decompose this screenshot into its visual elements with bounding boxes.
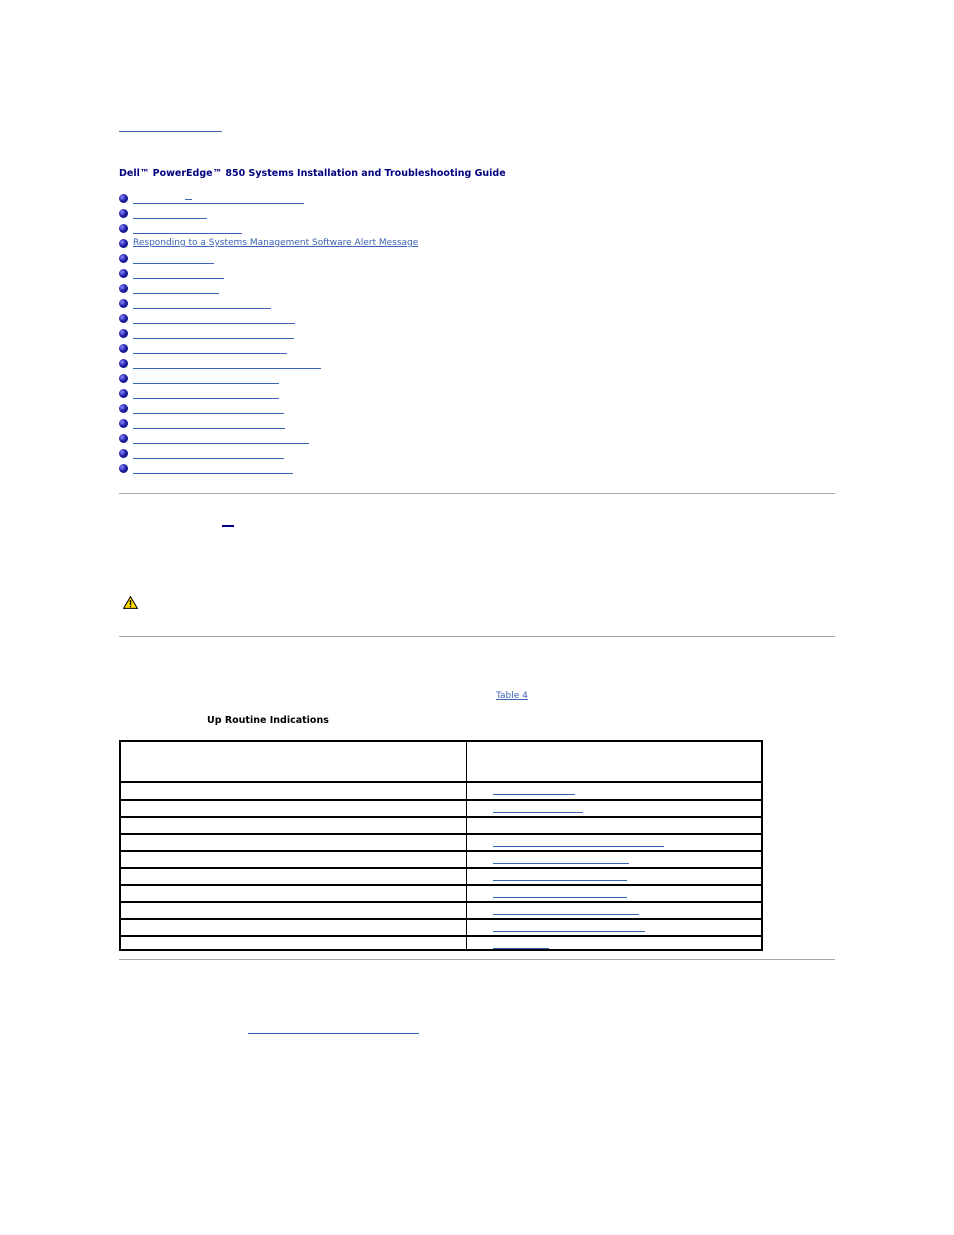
toc-item[interactable] xyxy=(119,448,519,460)
table-row-divider xyxy=(121,884,761,886)
toc-item-link[interactable] xyxy=(133,323,295,324)
table-cell-link[interactable] xyxy=(493,897,627,898)
table-row-divider xyxy=(121,901,761,903)
toc-item-link[interactable] xyxy=(133,278,224,279)
section-divider xyxy=(119,959,835,960)
caution-triangle-icon xyxy=(123,596,138,609)
table-cell-link[interactable] xyxy=(493,812,583,813)
section-divider xyxy=(119,636,835,637)
toc-item-link[interactable] xyxy=(133,458,284,459)
toc-item[interactable] xyxy=(119,313,519,325)
table-cell-link[interactable] xyxy=(493,794,575,795)
table-row-divider xyxy=(121,867,761,869)
toc-item[interactable] xyxy=(119,268,519,280)
table-row-divider xyxy=(121,833,761,835)
table-cell-link[interactable] xyxy=(493,914,639,915)
bullet-icon xyxy=(119,449,128,458)
document-title: Dell™ PowerEdge™ 850 Systems Installation and Troubleshooting Guide xyxy=(119,168,506,179)
toc-item-link[interactable] xyxy=(133,443,309,444)
table-cell-link[interactable] xyxy=(493,931,645,932)
table-cell-link[interactable] xyxy=(493,846,664,847)
bullet-icon xyxy=(119,194,128,203)
toc-item[interactable] xyxy=(119,358,519,370)
bullet-icon xyxy=(119,359,128,368)
toc-item-link[interactable] xyxy=(133,233,242,234)
bullet-icon xyxy=(119,404,128,413)
toc-item[interactable] xyxy=(119,328,519,340)
toc-item-link[interactable] xyxy=(133,413,284,414)
toc-item[interactable] xyxy=(119,298,519,310)
toc-item[interactable] xyxy=(119,253,519,265)
bullet-icon xyxy=(119,419,128,428)
toc-item[interactable] xyxy=(119,238,519,250)
toc-item-link[interactable] xyxy=(133,428,285,429)
toc-item-link[interactable] xyxy=(133,398,279,399)
table-cell-link[interactable] xyxy=(493,880,627,881)
bullet-icon xyxy=(119,374,128,383)
bullet-icon xyxy=(119,329,128,338)
table-cell-link[interactable] xyxy=(493,863,629,864)
toc-item-link[interactable] xyxy=(133,293,219,294)
table-reference-link[interactable]: Table 4 xyxy=(496,691,528,701)
toc-item-link[interactable] xyxy=(133,203,304,204)
bullet-icon xyxy=(119,464,128,473)
bullet-icon xyxy=(119,224,128,233)
bottom-link[interactable] xyxy=(248,1033,419,1034)
table-cell-link[interactable] xyxy=(493,948,549,949)
toc-item[interactable] xyxy=(119,208,519,220)
section-anchor-link[interactable] xyxy=(222,525,234,527)
bullet-icon xyxy=(119,299,128,308)
bullet-icon xyxy=(119,389,128,398)
toc-item-link[interactable] xyxy=(133,473,293,474)
top-link[interactable] xyxy=(119,131,222,132)
toc-item-mark xyxy=(185,199,192,200)
toc-item[interactable] xyxy=(119,373,519,385)
bullet-icon xyxy=(119,344,128,353)
bullet-icon xyxy=(119,254,128,263)
toc-item[interactable] xyxy=(119,343,519,355)
toc-item[interactable] xyxy=(119,283,519,295)
toc-item[interactable] xyxy=(119,463,519,475)
toc-item-link[interactable] xyxy=(133,263,214,264)
table-caption: Up Routine Indications xyxy=(207,715,329,726)
toc-item-link[interactable] xyxy=(133,218,207,219)
bullet-icon xyxy=(119,269,128,278)
toc-item-link[interactable] xyxy=(133,353,287,354)
toc-item[interactable] xyxy=(119,223,519,235)
toc-item-link[interactable] xyxy=(133,308,271,309)
toc-item[interactable] xyxy=(119,403,519,415)
table-row-divider xyxy=(121,935,761,937)
toc-item-link[interactable] xyxy=(133,368,321,369)
table-row-divider xyxy=(121,850,761,852)
bullet-icon xyxy=(119,314,128,323)
bullet-icon xyxy=(119,284,128,293)
toc-item-label[interactable]: Responding to a Systems Management Software Alert Message xyxy=(133,238,419,248)
toc-item[interactable] xyxy=(119,433,519,445)
bullet-icon xyxy=(119,434,128,443)
table-row-divider xyxy=(121,918,761,920)
toc-item[interactable] xyxy=(119,388,519,400)
toc-item-link[interactable] xyxy=(133,338,294,339)
table-row-divider xyxy=(121,799,761,801)
bullet-icon xyxy=(119,209,128,218)
toc-item[interactable] xyxy=(119,193,519,205)
toc-item[interactable] xyxy=(119,418,519,430)
bullet-icon xyxy=(119,239,128,248)
section-divider xyxy=(119,493,835,494)
table-row-divider xyxy=(121,816,761,818)
indications-table xyxy=(119,740,763,951)
toc-item-link[interactable] xyxy=(133,383,279,384)
table-header-divider xyxy=(121,781,761,783)
